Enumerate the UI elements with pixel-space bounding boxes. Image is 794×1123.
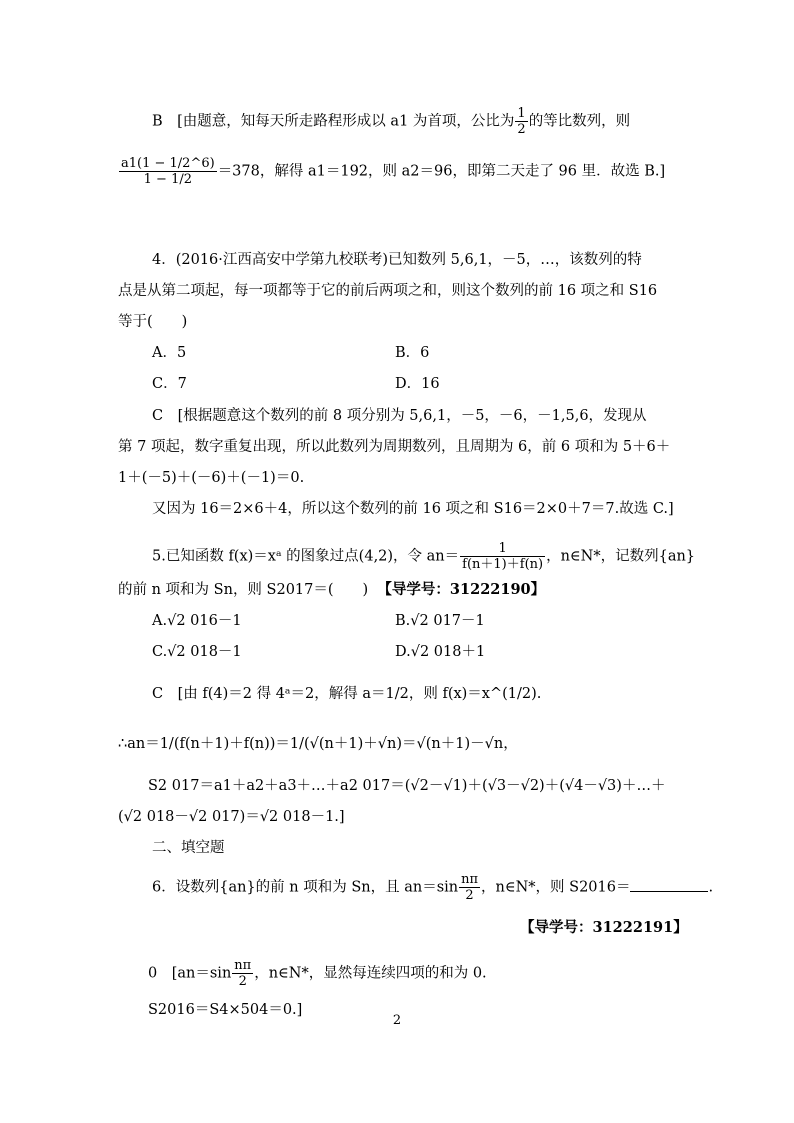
q5-answer-3: S2 017＝a1＋a2＋a3＋…＋a2 017＝(√2－√1)＋(√3－√2)＋(√4－√3)＋…＋ (148, 778, 666, 794)
q5-stem-1a: 5.已知函数 f(x)＝xᵃ 的图象过点(4,2)，令 an＝ (152, 548, 460, 565)
q6-answer-2: S2016＝S4×504＝0.] (148, 1002, 303, 1018)
q6-answer-fraction-den: 2 (238, 974, 247, 989)
q4-answer-1: C [根据题意这个数列的前 8 项分别为 5,6,1，－5，－6，－1,5,6，发现从 (152, 408, 647, 424)
q4-answer-4: 又因为 16＝2×6＋4，所以这个数列的前 16 项之和 S16＝2×0＋7＝7.故选 C.] (152, 501, 674, 517)
q5-option-b: B.√2 017－1 (395, 613, 485, 629)
q6-ref: 【导学号：31222191】 (520, 919, 688, 936)
q5-fraction (460, 541, 545, 572)
q5-answer-4: (√2 018－√2 017)＝√2 018－1.] (118, 809, 345, 825)
q4-stem-1: 4．(2016·江西高安中学第九校联考)已知数列 5,6,1，－5，…，该数列的特 (152, 252, 642, 268)
q6-stem-a: 6．设数列{an}的前 n 项和为 Sn，且 an＝sin (152, 879, 459, 896)
q5-option-c: C.√2 018－1 (152, 644, 242, 660)
page-number: 2 (392, 1013, 402, 1028)
ratio-num: 1 (517, 106, 526, 121)
q3-answer-text-1-tail: 的等比数列，则 (528, 113, 631, 130)
q6-answer-1 (148, 958, 487, 989)
q4-option-a: A．5 (152, 345, 187, 361)
q4-option-b: B．6 (395, 345, 430, 361)
q5-fraction-den: f(n＋1)＋f(n) (462, 557, 544, 572)
q4-stem-2: 点是从第二项起，每一项都等于它的前后两项之和，则这个数列的前 16 项之和 S16 (118, 283, 658, 299)
q3-answer-text-1: B [由题意，知每天所走路程形成以 a1 为首项，公比为 (152, 113, 515, 130)
q5-answer-1: C [由 f(4)＝2 得 4ᵃ＝2，解得 a＝1/2，则 f(x)＝x^(1/2). (152, 686, 542, 702)
q5-ref: 【导学号：31222190】 (377, 581, 546, 598)
q4-answer-3: 1＋(－5)＋(－6)＋(－1)＝0. (118, 470, 305, 486)
q5-fraction-num: 1 (460, 541, 545, 557)
answer-blank[interactable] (630, 877, 708, 892)
q5-option-a: A.√2 016－1 (152, 613, 242, 629)
ratio-fraction (515, 106, 527, 137)
q3-answer-line-1 (152, 106, 630, 137)
q4-answer-2: 第 7 项起，数字重复出现，所以此数列为周期数列，且周期为 6，前 6 项和为 5＋6＋ (118, 439, 671, 455)
section-heading-fill-blank: 二、填空题 (152, 840, 225, 856)
q6-answer-1b: ，n∈N*，显然每连续四项的和为 0. (254, 965, 487, 982)
q4-stem-3: 等于( ) (118, 314, 188, 330)
q6-fraction-den: 2 (465, 888, 474, 903)
q4-option-d: D．16 (395, 376, 440, 392)
q6-answer-1a: 0 [an＝sin (148, 965, 232, 982)
q6-stem-b: ，n∈N*，则 S2016＝ (481, 879, 631, 896)
sum-den: 1 − 1/2 (143, 172, 193, 187)
q5-stem-1 (152, 541, 695, 572)
q6-fraction (459, 872, 480, 903)
q3-answer-text-2: ＝378，解得 a1＝192，则 a2＝96，即第二天走了 96 里．故选 B.] (217, 163, 666, 180)
q5-answer-2: ∴an＝1/(f(n＋1)＋f(n))＝1/(√(n＋1)＋√n)＝√(n＋1)－√n， (118, 736, 518, 752)
q6-fraction-num: nπ (461, 872, 479, 887)
q5-stem-1b: ，n∈N*，记数列{an} (546, 548, 696, 565)
ratio-den: 2 (517, 122, 526, 137)
q5-option-d: D.√2 018＋1 (395, 644, 486, 660)
q3-answer-line-2 (118, 156, 665, 187)
sum-num: a1(1 − 1/2^6) (121, 156, 215, 171)
q5-stem-2-text: 的前 n 项和为 Sn，则 S2017＝( ) (118, 582, 369, 598)
q6-answer-fraction (232, 958, 253, 989)
q6-stem: 6．设数列{an}的前 n 项和为 Sn，且 an＝sin $\frac{n\pi}{2}$ ，n∈N*，则 S2016＝ . (152, 872, 714, 903)
sum-fraction (119, 156, 217, 187)
q4-option-c: C．7 (152, 376, 187, 392)
q6-answer-fraction-num: nπ (234, 958, 252, 973)
q5-stem-2 (118, 580, 545, 600)
